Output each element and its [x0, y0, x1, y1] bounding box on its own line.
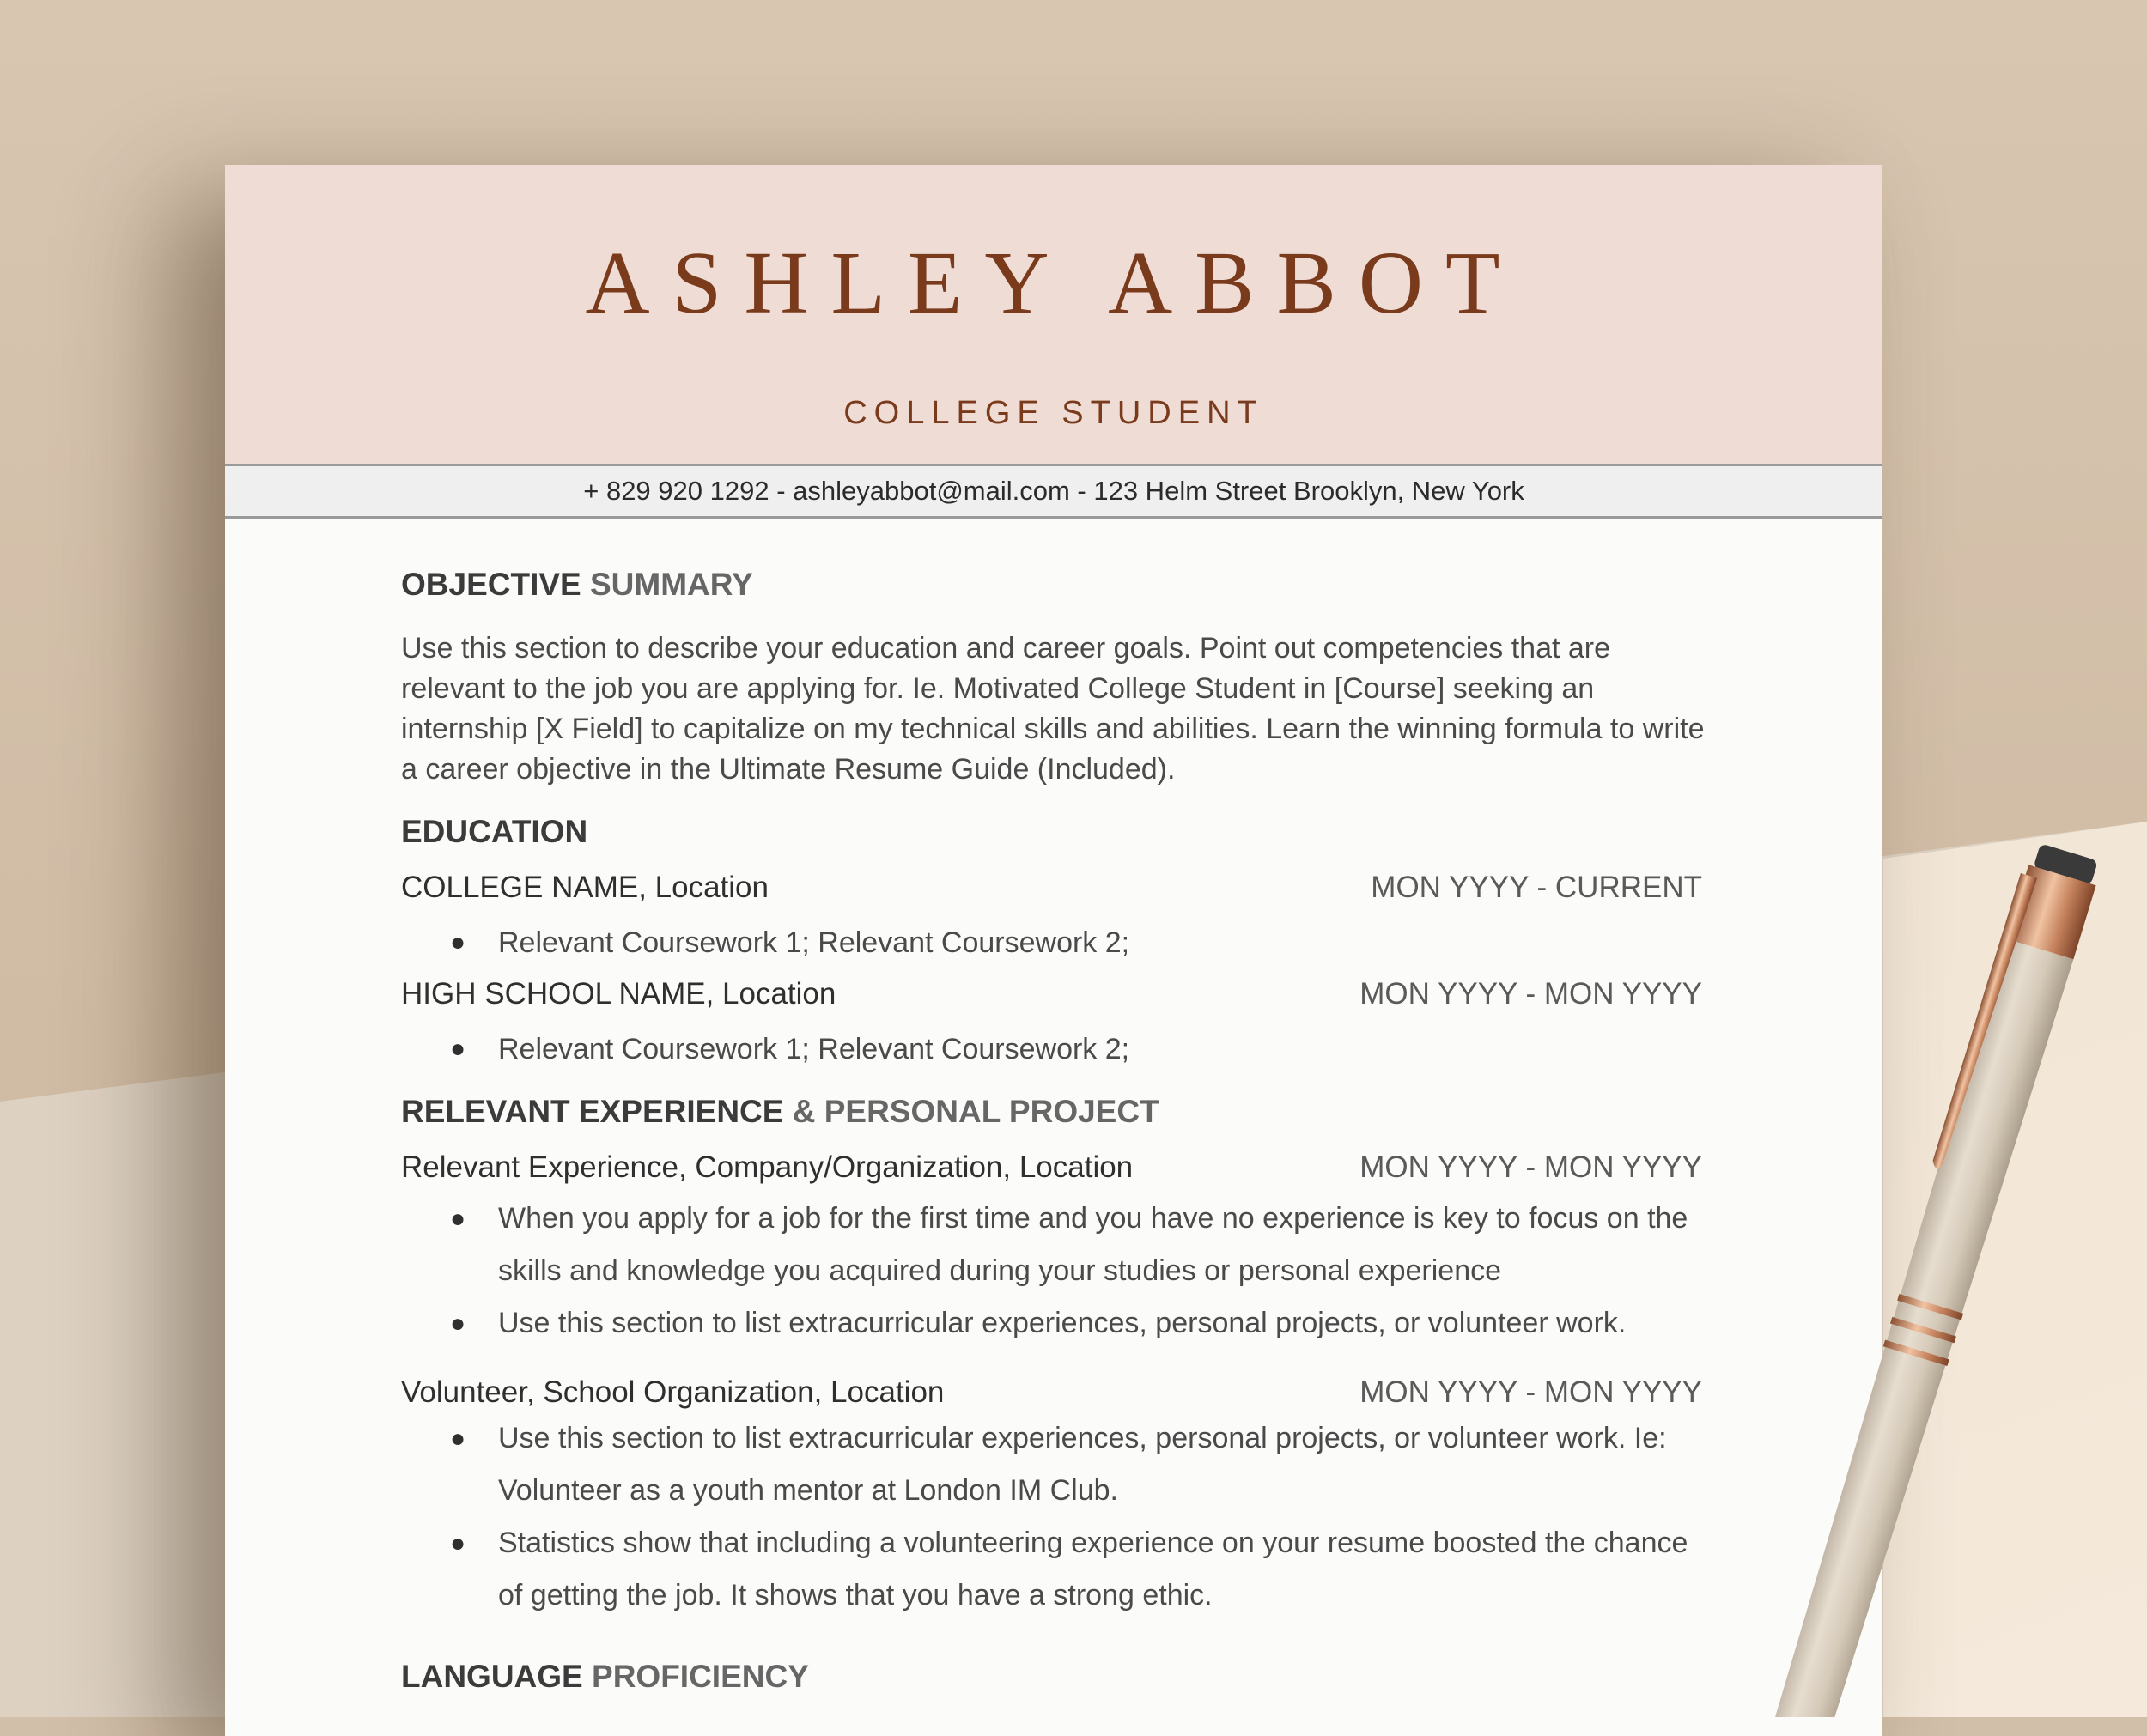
bullet-dot: ● [450, 928, 466, 956]
education-entry-name: COLLEGE NAME, Location [401, 871, 769, 904]
language-title [401, 1659, 809, 1695]
education-entry-name: HIGH SCHOOL NAME, Location [401, 977, 836, 1011]
experience-title-strong: RELEVANT EXPERIENCE [401, 1094, 784, 1129]
experience-bullet [450, 1412, 1718, 1517]
bullet-dot: ● [450, 1529, 466, 1557]
candidate-name: ASHLEY ABBOT [585, 234, 1523, 332]
experience-entry-dates: MON YYYY - MON YYYY [1359, 1375, 1702, 1409]
contact-band [225, 464, 1882, 519]
bullet-text: Relevant Coursework 1; Relevant Coursework 2; [498, 1033, 1130, 1065]
bullet-text: Use this section to list extracurricular experiences, personal projects, or volunteer work. Ie: Volunteer as a youth mentor at London IM Club. [498, 1422, 1667, 1507]
objective-title-soft: SUMMARY [581, 567, 753, 602]
contact-info: + 829 920 1292 - ashleyabbot@mail.com - 123 Helm Street Brooklyn, New York [583, 476, 1524, 506]
education-entry-dates: MON YYYY - MON YYYY [1359, 977, 1702, 1011]
education-entry-dates: MON YYYY - CURRENT [1371, 871, 1702, 904]
education-bullet [450, 1030, 1718, 1068]
experience-title [401, 1094, 1159, 1130]
bullet-text: When you apply for a job for the first time and you have no experience is key to focus on the skills and knowledge you acquired during your studies or personal experience [498, 1202, 1688, 1287]
experience-entry-name: Volunteer, School Organization, Location [401, 1375, 945, 1409]
experience-bullet [450, 1193, 1718, 1297]
objective-title-strong: OBJECTIVE [401, 567, 581, 602]
bullet-dot: ● [450, 1035, 466, 1063]
bullet-dot: ● [450, 1424, 466, 1453]
header-band [225, 165, 1882, 464]
experience-title-soft: & PERSONAL PROJECT [783, 1094, 1159, 1129]
experience-bullet [450, 1297, 1718, 1350]
experience-bullet [450, 1517, 1718, 1622]
experience-entry-name: Relevant Experience, Company/Organization, Location [401, 1150, 1134, 1184]
language-title-soft: PROFICIENCY [582, 1659, 809, 1694]
candidate-role: COLLEGE STUDENT [843, 395, 1264, 431]
objective-text: Use this section to describe your education and career goals. Point out competencies that are relevant to the job you are applying for. Ie. Motivated College Student in [Course] seeking an internship [X Field] to capitalize on my technical skills and abilities. Learn the winning formula to write a career objective in the Ultimate Resume Guide (Included). [401, 632, 1705, 786]
experience-entry-dates: MON YYYY - MON YYYY [1359, 1150, 1702, 1184]
resume-page [225, 165, 1882, 1717]
education-bullet [450, 924, 1718, 962]
education-title: EDUCATION [401, 814, 588, 849]
language-title-strong: LANGUAGE [401, 1659, 583, 1694]
objective-title [401, 567, 753, 603]
bullet-dot: ● [450, 1309, 466, 1338]
bullet-text: Statistics show that including a volunteering experience on your resume boosted the chance of getting the job. It shows that you have a strong ethic. [498, 1527, 1688, 1612]
bullet-text: Relevant Coursework 1; Relevant Coursework 2; [498, 926, 1130, 959]
bullet-dot: ● [450, 1205, 466, 1233]
bullet-text: Use this section to list extracurricular experiences, personal projects, or volunteer work. [498, 1307, 1627, 1339]
